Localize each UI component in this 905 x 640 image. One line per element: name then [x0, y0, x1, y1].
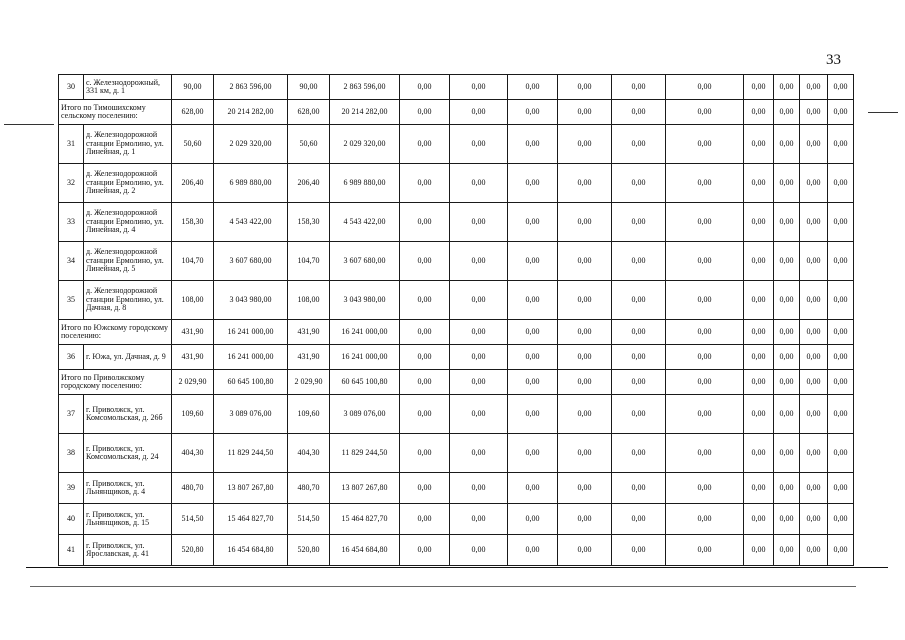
value-cell: 15 464 827,70 [214, 504, 288, 535]
value-cell: 0,00 [774, 320, 800, 345]
value-cell: 0,00 [774, 100, 800, 125]
value-cell: 0,00 [558, 125, 612, 164]
value-cell: 0,00 [450, 345, 508, 370]
footer-rule-1 [26, 567, 888, 568]
value-cell: 0,00 [800, 75, 828, 100]
table-row [59, 504, 854, 535]
footer-rule-2 [30, 586, 856, 587]
address-cell: д. Железнодорожной станции Ермолино, ул. Линейная, д. 5 [84, 242, 172, 281]
value-cell: 0,00 [400, 125, 450, 164]
value-cell: 0,00 [666, 504, 744, 535]
value-cell: 2 029,90 [288, 370, 330, 395]
value-cell: 0,00 [828, 320, 854, 345]
value-cell: 0,00 [400, 242, 450, 281]
table-row [59, 395, 854, 434]
value-cell: 0,00 [508, 75, 558, 100]
value-cell: 0,00 [800, 535, 828, 566]
value-cell: 0,00 [558, 345, 612, 370]
value-cell: 0,00 [774, 473, 800, 504]
value-cell: 0,00 [450, 100, 508, 125]
value-cell: 0,00 [774, 75, 800, 100]
value-cell: 0,00 [508, 345, 558, 370]
value-cell: 0,00 [800, 370, 828, 395]
value-cell: 0,00 [828, 281, 854, 320]
value-cell: 15 464 827,70 [330, 504, 400, 535]
value-cell: 0,00 [774, 434, 800, 473]
value-cell: 480,70 [172, 473, 214, 504]
value-cell: 0,00 [508, 242, 558, 281]
value-cell: 0,00 [508, 370, 558, 395]
value-cell: 0,00 [774, 281, 800, 320]
subtotal-label: Итого по Тимошихскому сельскому поселению: [59, 100, 172, 125]
value-cell: 0,00 [666, 320, 744, 345]
address-cell: г. Южа, ул. Дачная, д. 9 [84, 345, 172, 370]
value-cell: 0,00 [508, 164, 558, 203]
value-cell: 3 607 680,00 [214, 242, 288, 281]
value-cell: 0,00 [744, 164, 774, 203]
value-cell: 0,00 [744, 125, 774, 164]
value-cell: 0,00 [744, 75, 774, 100]
value-cell: 90,00 [288, 75, 330, 100]
address-cell: д. Железнодорожной станции Ермолино, ул. Линейная, д. 4 [84, 203, 172, 242]
value-cell: 0,00 [612, 203, 666, 242]
value-cell: 0,00 [400, 100, 450, 125]
value-cell: 0,00 [774, 125, 800, 164]
value-cell: 0,00 [800, 164, 828, 203]
value-cell: 0,00 [450, 75, 508, 100]
address-cell: с. Железнодорожный, 331 км, д. 1 [84, 75, 172, 100]
value-cell: 520,80 [288, 535, 330, 566]
value-cell: 0,00 [800, 100, 828, 125]
value-cell: 0,00 [508, 203, 558, 242]
value-cell: 3 089 076,00 [330, 395, 400, 434]
value-cell: 0,00 [800, 434, 828, 473]
address-cell: г. Приволжск, ул. Ярославская, д. 41 [84, 535, 172, 566]
value-cell: 0,00 [400, 535, 450, 566]
row-number: 33 [59, 203, 84, 242]
address-cell: д. Железнодорожной станции Ермолино, ул. Линейная, д. 2 [84, 164, 172, 203]
value-cell: 0,00 [774, 370, 800, 395]
value-cell: 0,00 [612, 473, 666, 504]
value-cell: 0,00 [828, 100, 854, 125]
value-cell: 0,00 [400, 473, 450, 504]
table-row [59, 345, 854, 370]
value-cell: 404,30 [288, 434, 330, 473]
value-cell: 13 807 267,80 [330, 473, 400, 504]
value-cell: 6 989 880,00 [214, 164, 288, 203]
value-cell: 6 989 880,00 [330, 164, 400, 203]
value-cell: 0,00 [400, 370, 450, 395]
value-cell: 4 543 422,00 [330, 203, 400, 242]
address-cell: г. Приволжск, ул. Комсомольская, д. 24 [84, 434, 172, 473]
value-cell: 0,00 [774, 345, 800, 370]
value-cell: 0,00 [450, 125, 508, 164]
table-row [59, 125, 854, 164]
value-cell: 0,00 [774, 535, 800, 566]
value-cell: 0,00 [558, 370, 612, 395]
value-cell: 0,00 [558, 473, 612, 504]
value-cell: 0,00 [612, 504, 666, 535]
value-cell: 0,00 [400, 203, 450, 242]
value-cell: 0,00 [612, 125, 666, 164]
value-cell: 0,00 [450, 203, 508, 242]
value-cell: 108,00 [172, 281, 214, 320]
value-cell: 0,00 [666, 100, 744, 125]
value-cell: 11 829 244,50 [214, 434, 288, 473]
address-cell: д. Железнодорожной станции Ермолино, ул. Дачная, д. 8 [84, 281, 172, 320]
value-cell: 2 029 320,00 [330, 125, 400, 164]
value-cell: 0,00 [828, 203, 854, 242]
value-cell: 0,00 [828, 370, 854, 395]
value-cell: 0,00 [800, 203, 828, 242]
value-cell: 0,00 [450, 242, 508, 281]
value-cell: 16 241 000,00 [330, 320, 400, 345]
row-number: 35 [59, 281, 84, 320]
value-cell: 431,90 [172, 320, 214, 345]
value-cell: 0,00 [800, 242, 828, 281]
value-cell: 0,00 [666, 203, 744, 242]
value-cell: 16 241 000,00 [214, 345, 288, 370]
value-cell: 0,00 [666, 395, 744, 434]
value-cell: 158,30 [172, 203, 214, 242]
subtotal-label: Итого по Приволжскому городскому поселению: [59, 370, 172, 395]
value-cell: 0,00 [450, 395, 508, 434]
value-cell: 628,00 [288, 100, 330, 125]
value-cell: 0,00 [828, 473, 854, 504]
value-cell: 0,00 [666, 242, 744, 281]
value-cell: 108,00 [288, 281, 330, 320]
row-number: 38 [59, 434, 84, 473]
value-cell: 0,00 [558, 164, 612, 203]
value-cell: 431,90 [288, 345, 330, 370]
row-number: 36 [59, 345, 84, 370]
value-cell: 520,80 [172, 535, 214, 566]
value-cell: 0,00 [558, 434, 612, 473]
value-cell: 0,00 [558, 100, 612, 125]
row-number: 37 [59, 395, 84, 434]
value-cell: 0,00 [612, 395, 666, 434]
value-cell: 0,00 [744, 242, 774, 281]
value-cell: 0,00 [450, 370, 508, 395]
address-cell: г. Приволжск, ул. Льнянщиков, д. 15 [84, 504, 172, 535]
value-cell: 0,00 [828, 504, 854, 535]
value-cell: 0,00 [612, 434, 666, 473]
value-cell: 0,00 [666, 535, 744, 566]
value-cell: 16 241 000,00 [214, 320, 288, 345]
value-cell: 0,00 [400, 75, 450, 100]
value-cell: 0,00 [450, 504, 508, 535]
value-cell: 0,00 [508, 434, 558, 473]
value-cell: 0,00 [828, 345, 854, 370]
value-cell: 104,70 [288, 242, 330, 281]
value-cell: 514,50 [172, 504, 214, 535]
value-cell: 0,00 [800, 395, 828, 434]
value-cell: 0,00 [666, 370, 744, 395]
table-row [59, 473, 854, 504]
value-cell: 0,00 [558, 504, 612, 535]
value-cell: 0,00 [612, 320, 666, 345]
row-number: 40 [59, 504, 84, 535]
value-cell: 0,00 [400, 345, 450, 370]
value-cell: 2 029 320,00 [214, 125, 288, 164]
value-cell: 50,60 [172, 125, 214, 164]
value-cell: 206,40 [172, 164, 214, 203]
value-cell: 0,00 [744, 281, 774, 320]
value-cell: 0,00 [400, 281, 450, 320]
table-row [59, 203, 854, 242]
subtotal-row [59, 370, 854, 395]
value-cell: 0,00 [450, 473, 508, 504]
value-cell: 0,00 [666, 75, 744, 100]
value-cell: 0,00 [558, 242, 612, 281]
value-cell: 0,00 [558, 395, 612, 434]
value-cell: 2 863 596,00 [214, 75, 288, 100]
value-cell: 0,00 [828, 535, 854, 566]
value-cell: 0,00 [828, 164, 854, 203]
value-cell: 404,30 [172, 434, 214, 473]
value-cell: 20 214 282,00 [330, 100, 400, 125]
value-cell: 60 645 100,80 [330, 370, 400, 395]
table-row [59, 434, 854, 473]
value-cell: 16 241 000,00 [330, 345, 400, 370]
margin-rule-right [868, 112, 898, 113]
value-cell: 0,00 [400, 164, 450, 203]
table-row [59, 164, 854, 203]
row-number: 30 [59, 75, 84, 100]
value-cell: 0,00 [774, 164, 800, 203]
value-cell: 0,00 [828, 434, 854, 473]
value-cell: 0,00 [800, 320, 828, 345]
value-cell: 158,30 [288, 203, 330, 242]
value-cell: 2 863 596,00 [330, 75, 400, 100]
address-cell: г. Приволжск, ул. Комсомольская, д. 26б [84, 395, 172, 434]
row-number: 41 [59, 535, 84, 566]
value-cell: 0,00 [828, 75, 854, 100]
value-cell: 0,00 [558, 203, 612, 242]
value-cell: 3 089 076,00 [214, 395, 288, 434]
value-cell: 0,00 [508, 504, 558, 535]
value-cell: 0,00 [508, 320, 558, 345]
subtotal-row [59, 320, 854, 345]
value-cell: 0,00 [800, 281, 828, 320]
address-cell: д. Железнодорожной станции Ермолино, ул. Линейная, д. 1 [84, 125, 172, 164]
table-row [59, 242, 854, 281]
value-cell: 13 807 267,80 [214, 473, 288, 504]
value-cell: 0,00 [612, 164, 666, 203]
value-cell: 0,00 [558, 75, 612, 100]
value-cell: 0,00 [774, 395, 800, 434]
value-cell: 0,00 [744, 100, 774, 125]
value-cell: 431,90 [172, 345, 214, 370]
value-cell: 0,00 [450, 281, 508, 320]
value-cell: 431,90 [288, 320, 330, 345]
value-cell: 90,00 [172, 75, 214, 100]
value-cell: 0,00 [612, 242, 666, 281]
value-cell: 0,00 [400, 504, 450, 535]
value-cell: 0,00 [508, 281, 558, 320]
value-cell: 0,00 [828, 242, 854, 281]
value-cell: 20 214 282,00 [214, 100, 288, 125]
value-cell: 0,00 [744, 345, 774, 370]
value-cell: 0,00 [774, 242, 800, 281]
value-cell: 0,00 [400, 320, 450, 345]
value-cell: 0,00 [744, 434, 774, 473]
value-cell: 60 645 100,80 [214, 370, 288, 395]
value-cell: 11 829 244,50 [330, 434, 400, 473]
subtotal-label: Итого по Южскому городскому поселению: [59, 320, 172, 345]
row-number: 31 [59, 125, 84, 164]
value-cell: 0,00 [744, 320, 774, 345]
table-body [59, 75, 854, 566]
value-cell: 0,00 [828, 125, 854, 164]
value-cell: 16 454 684,80 [330, 535, 400, 566]
value-cell: 0,00 [508, 100, 558, 125]
value-cell: 0,00 [400, 434, 450, 473]
value-cell: 0,00 [508, 473, 558, 504]
value-cell: 4 543 422,00 [214, 203, 288, 242]
value-cell: 0,00 [612, 100, 666, 125]
value-cell: 0,00 [800, 504, 828, 535]
value-cell: 628,00 [172, 100, 214, 125]
value-cell: 0,00 [744, 395, 774, 434]
value-cell: 0,00 [612, 535, 666, 566]
value-cell: 0,00 [612, 345, 666, 370]
value-cell: 16 454 684,80 [214, 535, 288, 566]
value-cell: 2 029,90 [172, 370, 214, 395]
housing-cost-table [58, 74, 854, 566]
address-cell: г. Приволжск, ул. Льнянщиков, д. 4 [84, 473, 172, 504]
value-cell: 109,60 [172, 395, 214, 434]
value-cell: 0,00 [744, 370, 774, 395]
value-cell: 480,70 [288, 473, 330, 504]
value-cell: 0,00 [400, 395, 450, 434]
value-cell: 0,00 [508, 395, 558, 434]
table-row [59, 281, 854, 320]
value-cell: 0,00 [774, 504, 800, 535]
value-cell: 206,40 [288, 164, 330, 203]
value-cell: 0,00 [800, 125, 828, 164]
value-cell: 0,00 [800, 473, 828, 504]
value-cell: 109,60 [288, 395, 330, 434]
value-cell: 0,00 [744, 504, 774, 535]
value-cell: 0,00 [666, 473, 744, 504]
value-cell: 0,00 [800, 345, 828, 370]
value-cell: 0,00 [666, 281, 744, 320]
value-cell: 3 607 680,00 [330, 242, 400, 281]
value-cell: 0,00 [558, 281, 612, 320]
value-cell: 514,50 [288, 504, 330, 535]
value-cell: 0,00 [612, 75, 666, 100]
value-cell: 50,60 [288, 125, 330, 164]
value-cell: 3 043 980,00 [214, 281, 288, 320]
value-cell: 0,00 [744, 203, 774, 242]
page-number: 33 [826, 52, 841, 68]
row-number: 32 [59, 164, 84, 203]
subtotal-row [59, 100, 854, 125]
value-cell: 0,00 [666, 125, 744, 164]
value-cell: 0,00 [450, 164, 508, 203]
value-cell: 0,00 [450, 535, 508, 566]
value-cell: 0,00 [828, 395, 854, 434]
value-cell: 0,00 [666, 164, 744, 203]
table-row [59, 535, 854, 566]
value-cell: 0,00 [508, 535, 558, 566]
value-cell: 0,00 [508, 125, 558, 164]
row-number: 39 [59, 473, 84, 504]
value-cell: 0,00 [558, 320, 612, 345]
value-cell: 0,00 [666, 434, 744, 473]
value-cell: 0,00 [774, 203, 800, 242]
value-cell: 104,70 [172, 242, 214, 281]
table-row [59, 75, 854, 100]
value-cell: 0,00 [744, 535, 774, 566]
value-cell: 0,00 [612, 370, 666, 395]
value-cell: 0,00 [450, 434, 508, 473]
value-cell: 0,00 [450, 320, 508, 345]
value-cell: 3 043 980,00 [330, 281, 400, 320]
value-cell: 0,00 [558, 535, 612, 566]
row-number: 34 [59, 242, 84, 281]
value-cell: 0,00 [666, 345, 744, 370]
value-cell: 0,00 [612, 281, 666, 320]
value-cell: 0,00 [744, 473, 774, 504]
margin-rule-left [4, 124, 54, 125]
